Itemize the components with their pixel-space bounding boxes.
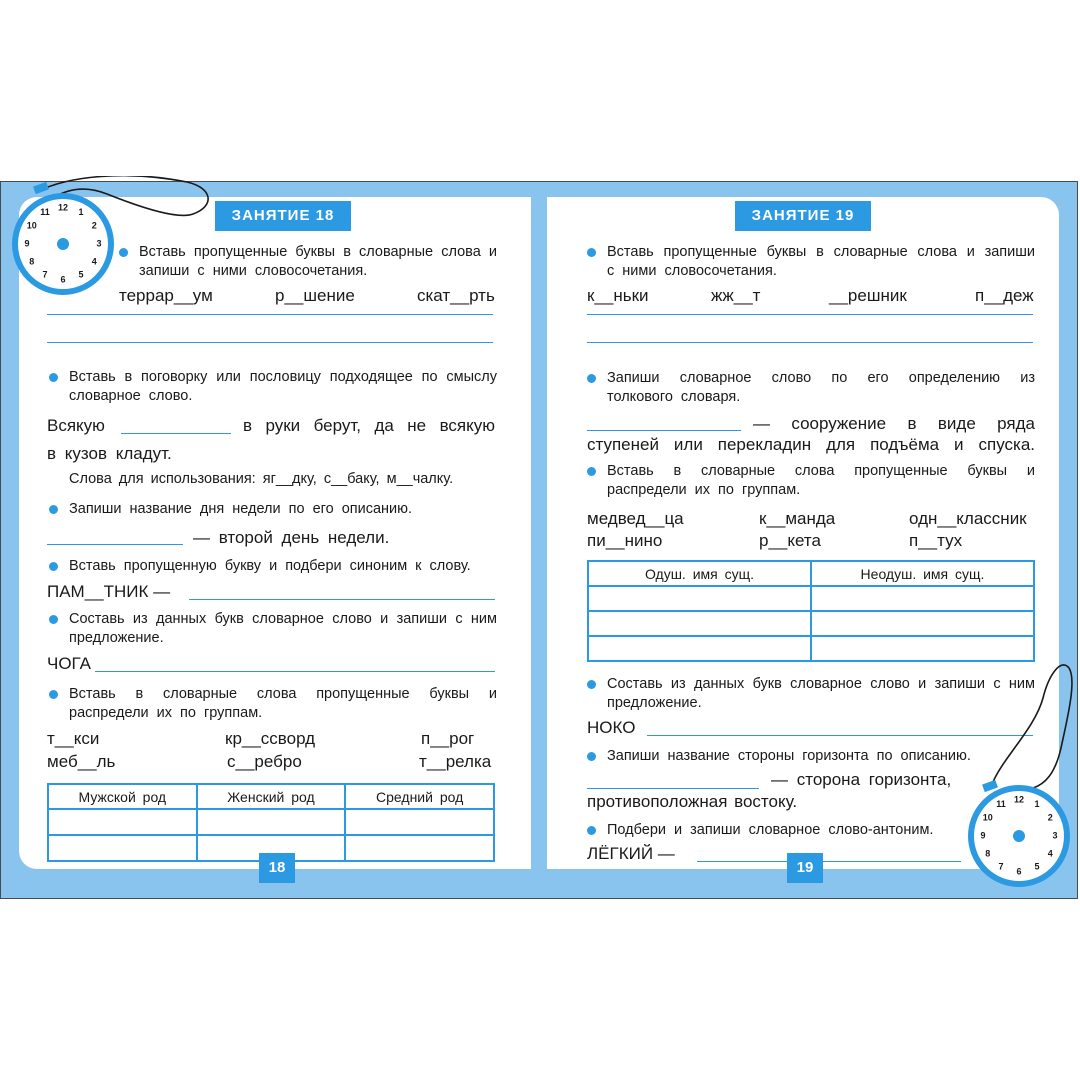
clock-numeral: 7 (42, 269, 48, 280)
answer-line[interactable] (697, 861, 961, 862)
table-cell[interactable] (588, 636, 811, 661)
clock-numeral: 12 (57, 202, 69, 213)
task-weekday: Запиши название дня недели по его описанию. (47, 500, 497, 519)
clock-numeral: 4 (1047, 848, 1053, 859)
group-word: р__кета (759, 531, 821, 550)
word-item: п__деж (975, 286, 1034, 305)
task-proverb: Вставь в поговорку или пословицу подходящее по смыслу словарное слово. (47, 368, 497, 406)
word-item: жж__т (711, 286, 761, 305)
clock-numeral: 12 (1013, 794, 1025, 805)
table-cell[interactable] (811, 611, 1034, 636)
table-header: Мужской род (48, 784, 197, 809)
task-definition: Запиши словарное слово по его определению из толкового словаря. (585, 369, 1035, 407)
task-synonym: Вставь пропущенную букву и подбери синоним к слову. (47, 557, 497, 576)
group-word: кр__ссворд (225, 729, 316, 748)
group-word: п__рог (421, 729, 475, 748)
table-header: Средний род (345, 784, 494, 809)
lesson-header-18: ЗАНЯТИЕ 18 (215, 201, 351, 231)
answer-line[interactable] (587, 430, 741, 431)
clock-numeral: 11 (40, 207, 50, 218)
clock-numeral: 4 (91, 256, 97, 267)
table-row (588, 611, 1034, 636)
group-word: меб__ль (47, 752, 116, 771)
words-hint: Слова для использования: яг__дку, с__баку, м__чалку. (69, 471, 454, 487)
table-cell[interactable] (48, 809, 197, 835)
answer-line[interactable] (587, 342, 1033, 343)
table-cell[interactable] (588, 611, 811, 636)
task-groups: Вставь в словарные слова пропущенные буквы и распредели их по группам. (585, 462, 1035, 500)
clock-numeral: 3 (1052, 830, 1058, 841)
stopwatch-icon (963, 658, 1079, 898)
answer-line[interactable] (587, 314, 1033, 315)
horizon-text: — сторона горизонта, (771, 770, 952, 789)
clock-numeral: 8 (985, 848, 991, 859)
group-word: п__тух (909, 531, 963, 550)
letters-word: ЧОГА (47, 654, 91, 673)
synonym-word: ПАМ__ТНИК — (47, 582, 171, 601)
clock-numeral: 5 (1034, 861, 1040, 872)
clock-numeral: 3 (96, 238, 102, 249)
group-word: к__манда (759, 509, 836, 528)
table-row (48, 809, 494, 835)
task-antonym: Подбери и запиши словарное слово-антоним. (585, 821, 985, 840)
workbook-spread (0, 181, 1078, 899)
clock-numeral: 9 (24, 238, 30, 249)
page-number-18: 18 (259, 853, 295, 883)
gender-table (47, 783, 495, 862)
clock-numeral: 8 (29, 256, 35, 267)
table-cell[interactable] (811, 586, 1034, 611)
answer-line[interactable] (95, 671, 495, 672)
table-cell[interactable] (197, 809, 346, 835)
clock-numeral: 1 (1034, 799, 1040, 810)
answer-line[interactable] (189, 599, 495, 600)
group-word: медвед__ца (587, 509, 684, 528)
table-row (588, 586, 1034, 611)
task-letters: Составь из данных букв словарное слово и запиши с ним предложение. (47, 610, 497, 648)
animacy-table (587, 560, 1035, 662)
group-word: с__ребро (227, 752, 302, 771)
table-header-row (588, 561, 1034, 586)
horizon-text: противоположная востоку. (587, 792, 798, 811)
group-word: пи__нино (587, 531, 663, 550)
clock-numeral: 10 (982, 812, 993, 823)
task-insert-letters: Вставь пропущенные буквы в словарные слова и запиши с ними словосочетания. (585, 243, 1035, 281)
answer-line[interactable] (47, 544, 183, 545)
group-word: т__кси (47, 729, 100, 748)
table-cell[interactable] (588, 586, 811, 611)
task-groups: Вставь в словарные слова пропущенные буквы и распредели их по группам. (47, 685, 497, 723)
proverb-text: в кузов кладут. (47, 444, 172, 463)
table-cell[interactable] (48, 835, 197, 861)
page-number-19: 19 (787, 853, 823, 883)
proverb-start: Всякую (47, 416, 105, 435)
clock-numeral: 6 (60, 274, 66, 285)
clock-numeral: 11 (996, 799, 1006, 810)
group-word: одн__классник (909, 509, 1027, 528)
word-item: террар__ум (119, 286, 213, 305)
table-header: Неодуш. имя сущ. (811, 561, 1034, 586)
table-cell[interactable] (345, 835, 494, 861)
table-header: Одуш. имя сущ. (588, 561, 811, 586)
definition-text: ступеней или перекладин для подъёма и спуска. (587, 435, 1035, 454)
group-word: т__релка (419, 752, 492, 771)
definition-text: — сооружение в виде ряда (753, 414, 1035, 433)
clock-numeral: 2 (1047, 812, 1053, 823)
antonym-word: ЛЁГКИЙ — (587, 844, 675, 863)
clock-numeral: 1 (78, 207, 84, 218)
clock-numeral: 7 (998, 861, 1004, 872)
letters-word: НОКО (587, 718, 636, 737)
task-horizon: Запиши название стороны горизонта по описанию. (585, 747, 1035, 766)
word-item: __решник (829, 286, 907, 305)
table-header: Женский род (197, 784, 346, 809)
answer-line[interactable] (587, 788, 759, 789)
table-header-row (48, 784, 494, 809)
clock-numeral: 6 (1016, 866, 1022, 877)
table-cell[interactable] (345, 809, 494, 835)
stopwatch-icon (7, 176, 217, 306)
clock-numeral: 2 (91, 220, 97, 231)
task-insert-letters: Вставь пропущенные буквы в словарные слова и запиши с ними словосочетания. (117, 243, 497, 281)
answer-line[interactable] (47, 342, 493, 343)
task-letters: Составь из данных букв словарное слово и запиши с ним предложение. (585, 675, 1035, 713)
word-item: р__шение (275, 286, 355, 305)
word-item: скат__рть (417, 286, 495, 305)
proverb-text: в руки берут, да не всякую (243, 416, 495, 435)
clock-numeral: 9 (980, 830, 986, 841)
clock-numeral: 5 (78, 269, 84, 280)
weekday-description: — второй день недели. (193, 528, 390, 547)
lesson-header-19: ЗАНЯТИЕ 19 (735, 201, 871, 231)
clock-numeral: 10 (26, 220, 37, 231)
answer-line[interactable] (121, 433, 231, 434)
answer-line[interactable] (47, 314, 493, 315)
word-item: к__ньки (587, 286, 649, 305)
